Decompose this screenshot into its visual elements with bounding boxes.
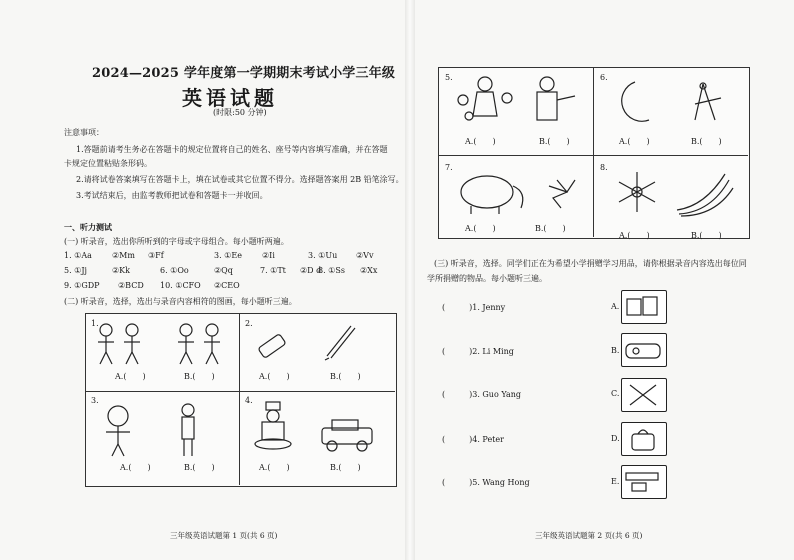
letter-option: 10. ①CFO xyxy=(160,281,201,290)
answer-option-b[interactable]: B.( ) xyxy=(184,463,215,472)
elephant-and-bird-picture xyxy=(457,172,587,216)
letter-option: ②Mm xyxy=(112,251,135,260)
answer-option-a[interactable]: A.( ) xyxy=(259,372,290,381)
exam-subject-title: 英语试题 xyxy=(182,86,278,110)
note-line-3: 2.请将试卷答案填写在答题卡上，填在试卷或其它位置不得分。选择题答案用 2B 铅笔涂写。 xyxy=(76,175,404,184)
time-limit: (时限:50 分钟) xyxy=(213,108,267,117)
books-picture xyxy=(621,290,667,324)
letter-option: ②Vv xyxy=(356,251,374,260)
answer-option-a[interactable]: A.( ) xyxy=(619,231,650,240)
answer-option-b[interactable]: B.( ) xyxy=(691,231,722,240)
page-footer: 三年级英语试题第 1 页(共 6 页) xyxy=(170,531,278,540)
answer-option-b[interactable]: B.( ) xyxy=(330,463,361,472)
answer-option-b[interactable]: B.( ) xyxy=(535,224,566,233)
question-number: 6. xyxy=(600,73,608,82)
page-fold xyxy=(405,0,415,560)
match-item-jenny[interactable]: ( )1. Jenny xyxy=(442,303,506,312)
option-letter: A. xyxy=(611,302,620,311)
answer-option-a[interactable]: A.( ) xyxy=(465,224,496,233)
answer-option-b[interactable]: B.( ) xyxy=(691,137,722,146)
part3-instruction: (三) 听录音，选择。同学们正在为希望小学捐赠学习用品，请你根据录音内容选出每位同 xyxy=(434,259,747,268)
letter-option: 5. ①Jj xyxy=(64,266,88,275)
question-number: 8. xyxy=(600,163,608,172)
match-item-guo-yang[interactable]: ( )3. Guo Yang xyxy=(442,390,522,399)
note-line-2: 卡规定位置粘贴条形码。 xyxy=(64,159,152,168)
letter-option: ③Ff xyxy=(148,251,164,260)
note-line-4: 3.考试结束后，由监考教师把试卷和答题卡一并收回。 xyxy=(76,191,268,200)
letter-option: ②Kk xyxy=(112,266,130,275)
match-item-wang-hong[interactable]: ( )5. Wang Hong xyxy=(442,478,530,487)
answer-option-b[interactable]: B.( ) xyxy=(330,372,361,381)
exam-page-2 xyxy=(415,0,794,560)
pencil-case-picture xyxy=(621,333,667,367)
snowflake-and-bananas-picture xyxy=(615,170,735,218)
cook-and-car-picture xyxy=(252,402,392,458)
answer-option-a[interactable]: A.( ) xyxy=(465,137,496,146)
option-letter: B. xyxy=(611,346,620,355)
children-walking-picture xyxy=(94,320,234,370)
notes-heading: 注意事项： xyxy=(64,128,104,137)
option-letter: E. xyxy=(611,477,620,486)
letter-option: 8. ①Ss xyxy=(318,266,345,275)
answer-option-a[interactable]: A.( ) xyxy=(619,137,650,146)
question-number: 7. xyxy=(445,163,453,172)
option-letter: C. xyxy=(611,389,620,398)
letter-option: ②Xx xyxy=(360,266,378,275)
pen-and-pencil-picture xyxy=(621,378,667,412)
moon-and-compass-picture xyxy=(615,80,735,126)
marker-and-pencil-picture xyxy=(255,322,375,362)
teacher-and-man-picture xyxy=(455,76,585,126)
page-footer: 三年级英语试题第 2 页(共 6 页) xyxy=(535,531,643,540)
question-number: 3. xyxy=(91,396,99,405)
part2-instruction: (二) 听录音，选择，选出与录音内容相符的图画，每小题听三遍。 xyxy=(64,297,297,306)
letter-option: ②BCD xyxy=(118,281,144,290)
answer-option-a[interactable]: A.( ) xyxy=(259,463,290,472)
letter-option: ②Qq xyxy=(214,266,233,275)
letter-option: 9. ①GDP xyxy=(64,281,100,290)
schoolbag-picture xyxy=(621,422,667,456)
ruler-and-eraser-picture xyxy=(621,465,667,499)
letter-option: 3. ①Uu xyxy=(308,251,338,260)
letter-option: ②D d xyxy=(300,266,322,275)
answer-option-b[interactable]: B.( ) xyxy=(539,137,570,146)
letter-option: ②CEO xyxy=(214,281,240,290)
exam-title: 2024—2025 学年度第一学期期末考试小学三年级 xyxy=(92,66,396,81)
match-item-peter[interactable]: ( )4. Peter xyxy=(442,435,504,444)
letter-option: 3. ①Ee xyxy=(214,251,242,260)
answer-option-a[interactable]: A.( ) xyxy=(115,372,146,381)
question-number: 2. xyxy=(245,319,253,328)
part3-instruction-cont: 学所捐赠的物品。每小题听三遍。 xyxy=(427,274,547,283)
letter-option: 6. ①Oo xyxy=(160,266,189,275)
part1-instruction: (一) 听录音，选出你所听到的字母或字母组合。每小题听两遍。 xyxy=(64,237,289,246)
match-item-li-ming[interactable]: ( )2. Li Ming xyxy=(442,347,514,356)
note-line-1: 1.答题前请考生务必在答题卡的规定位置将自己的姓名、座号等内容填写准确，并在答题 xyxy=(76,145,388,154)
question-number: 5. xyxy=(445,73,453,82)
answer-option-b[interactable]: B.( ) xyxy=(184,372,215,381)
question-number: 4. xyxy=(245,396,253,405)
answer-option-a[interactable]: A.( ) xyxy=(120,463,151,472)
question-number: 1. xyxy=(91,319,99,328)
letter-option: 1. ①Aa xyxy=(64,251,92,260)
option-letter: D. xyxy=(611,434,620,443)
boy-and-policeman-picture xyxy=(98,400,228,458)
letter-option: 7. ①Tt xyxy=(260,266,286,275)
section-listening: 一、听力测试 xyxy=(64,222,112,232)
letter-option: ②Ii xyxy=(262,251,275,260)
